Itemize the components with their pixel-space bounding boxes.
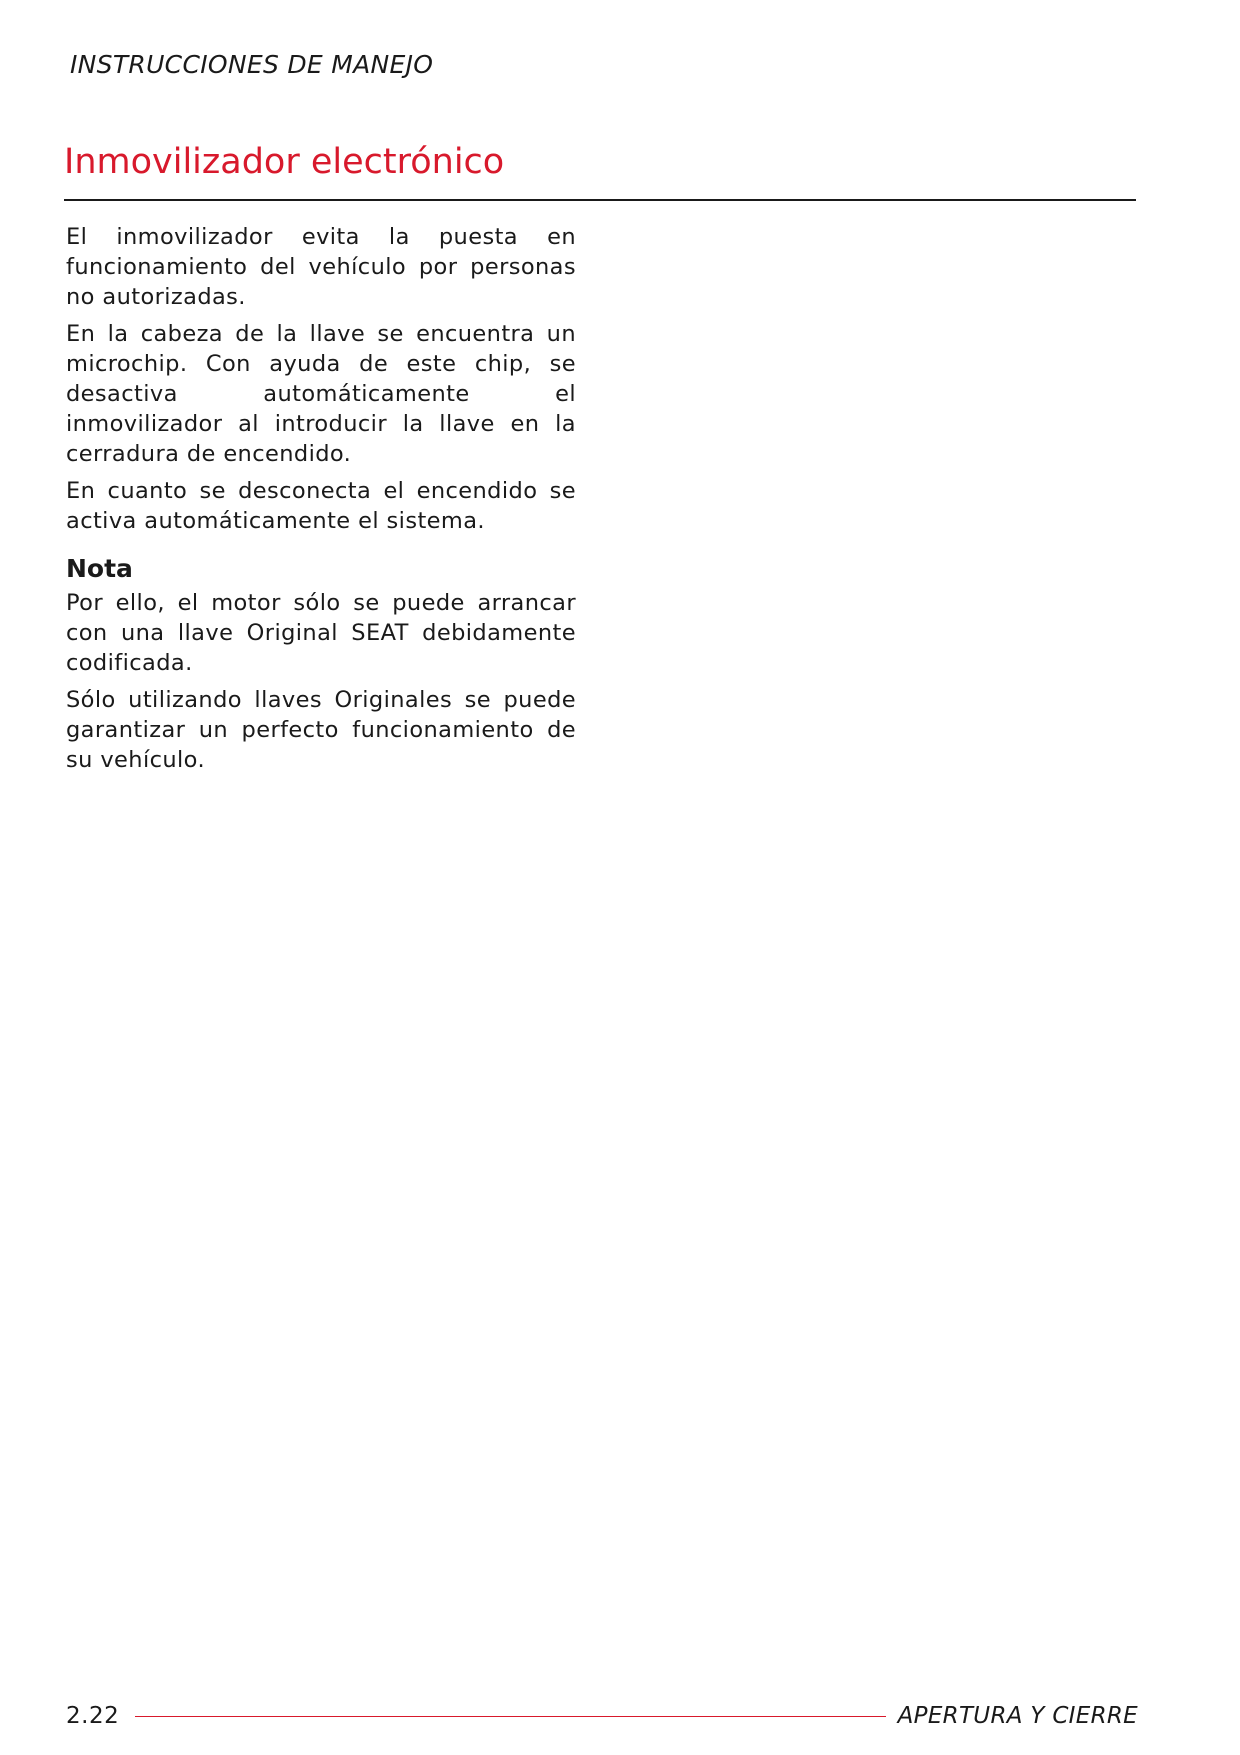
footer-section-name: APERTURA Y CIERRE [897, 1703, 1138, 1729]
page-title: Inmovilizador electrónico [64, 142, 505, 182]
paragraph-2: En la cabeza de la llave se encuentra un microchip. Con ayuda de este chip, se desactiva automáticamente el inmovilizador al introducir la llave en la cerradura de encendido. [66, 321, 576, 467]
running-header: INSTRUCCIONES DE MANEJO [70, 50, 434, 79]
paragraph-1: El inmovilizador evita la puesta en funcionamiento del vehículo por personas no autorizadas. [66, 224, 576, 310]
page-number: 2.22 [66, 1703, 120, 1729]
note-paragraph-2: Sólo utilizando llaves Originales se puede garantizar un perfecto funcionamiento de su vehículo. [66, 687, 576, 773]
note-heading: Nota [66, 554, 133, 583]
title-divider [64, 199, 1136, 201]
body-column [66, 222, 576, 782]
footer-divider [135, 1716, 885, 1717]
page-footer [66, 1700, 1138, 1732]
note-paragraph-1: Por ello, el motor sólo se puede arrancar con una llave Original SEAT debidamente codificada. [66, 590, 576, 676]
paragraph-3: En cuanto se desconecta el encendido se activa automáticamente el sistema. [66, 478, 576, 534]
